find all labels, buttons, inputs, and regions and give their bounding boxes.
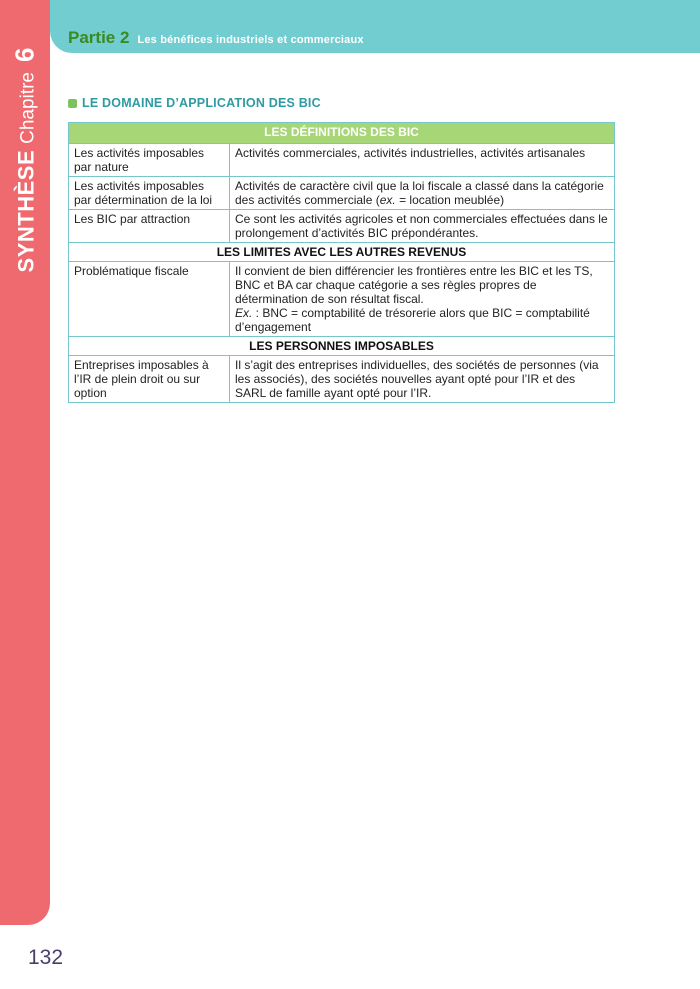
row-label: Entreprises imposables à l’IR de plein droit ou sur option: [69, 356, 230, 403]
table-header-definitions: LES DÉFINITIONS DES BIC: [69, 123, 615, 144]
table-header-personnes: LES PERSONNES IMPOSABLES: [69, 337, 615, 356]
row-value: Ce sont les activités agricoles et non commerciales effectuées dans le prolongement d’activités BIC prépondérantes.: [230, 210, 615, 243]
part-title: Partie 2: [68, 28, 130, 47]
row-value: Activités commerciales, activités industrielles, activités artisanales: [230, 144, 615, 177]
section-bullet-icon: [68, 99, 77, 108]
table-subheader-row: [69, 243, 615, 262]
row-label: Les BIC par attraction: [69, 210, 230, 243]
table-header-limites: LES LIMITES AVEC LES AUTRES REVENUS: [69, 243, 615, 262]
row-value-text: Il convient de bien différencier les frontières entre les BIC et les TS, BNC et BA car chaque catégorie a ses règles propres de détermination de son résultat fiscal.: [235, 264, 593, 306]
chapter-number: 6: [9, 47, 40, 63]
table-header-row: [69, 123, 615, 144]
row-label: Les activités imposables par nature: [69, 144, 230, 177]
table-row: [69, 210, 615, 243]
chapitre-label: Chapitre: [17, 72, 39, 144]
row-value-text: Activités de caractère civil que la loi fiscale a classé dans la catégorie des activités commerciale (: [235, 179, 604, 207]
section-heading: [68, 96, 321, 110]
table-row: [69, 144, 615, 177]
chapter-side-label: [0, 0, 50, 925]
row-label: Problématique fiscale: [69, 262, 230, 337]
section-title: LE DOMAINE D’APPLICATION DES BIC: [82, 96, 321, 110]
row-value-text: = location meublée): [395, 193, 505, 207]
row-value: [230, 177, 615, 210]
row-value-text: : BNC = comptabilité de trésorerie alors que BIC = comptabilité d’engagement: [235, 306, 590, 334]
table-subheader-row: [69, 337, 615, 356]
example-marker: ex.: [379, 193, 396, 207]
row-value: Il s’agit des entreprises individuelles, des sociétés de personnes (via les associés), des sociétés nouvelles ayant opté pour l’IR et des SARL de famille ayant opté pour l’IR.: [230, 356, 615, 403]
row-value: [230, 262, 615, 337]
page-number: 132: [28, 946, 64, 969]
part-header: [68, 28, 364, 48]
synthese-label: SYNTHÈSE: [13, 149, 39, 273]
example-marker: Ex.: [235, 306, 253, 320]
table-row: [69, 356, 615, 403]
table-row: [69, 177, 615, 210]
synthesis-table: [68, 122, 615, 403]
table-row: [69, 262, 615, 337]
part-subtitle: Les bénéfices industriels et commerciaux: [137, 34, 364, 46]
row-label: Les activités imposables par détermination de la loi: [69, 177, 230, 210]
